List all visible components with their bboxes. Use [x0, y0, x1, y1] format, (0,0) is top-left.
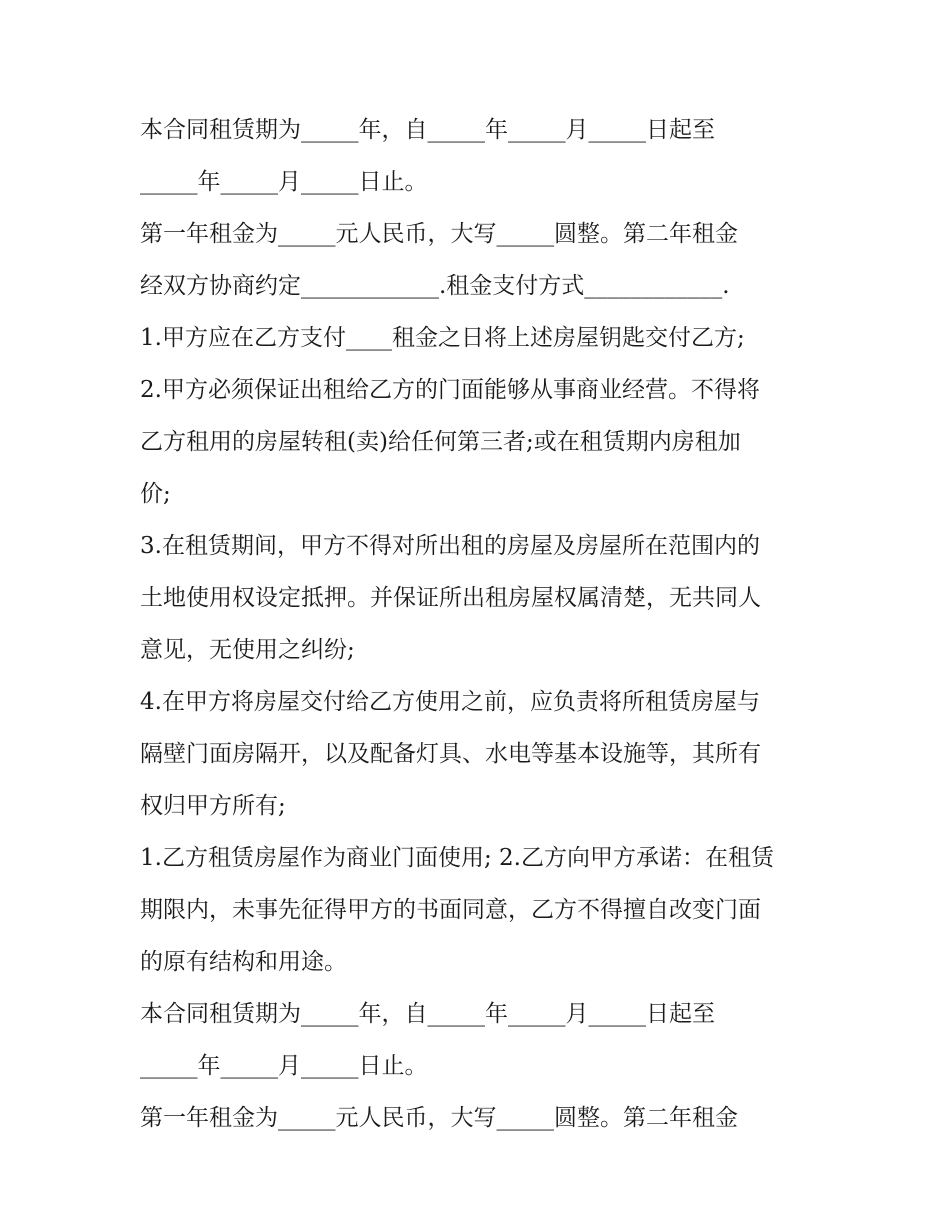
- text-line: 1.乙方租赁房屋作为商业门面使用; 2.乙方向甲方承诺：在租赁: [140, 845, 774, 871]
- text-line: 本合同租赁期为_____年，自_____年_____月_____日起至: [140, 1001, 715, 1027]
- text-line: 价;: [140, 481, 171, 507]
- text-line: 意见，无使用之纠纷;: [140, 637, 355, 663]
- text-line: 2.甲方必须保证出租给乙方的门面能够从事商业经营。不得将: [140, 377, 760, 403]
- text-line: 经双方协商约定____________.租金支付方式____________.: [140, 273, 730, 299]
- text-line: 的原有结构和用途。: [140, 949, 347, 975]
- text-line: _____年_____月_____日止。: [140, 1053, 428, 1079]
- document-page: [140, 104, 820, 1144]
- text-line: 权归甲方所有;: [140, 793, 286, 819]
- text-line: 隔壁门面房隔开，以及配备灯具、水电等基本设施等，其所有: [140, 741, 761, 767]
- text-line: 第一年租金为_____元人民币，大写_____圆整。第二年租金: [140, 1105, 738, 1131]
- text-line: 3.在租赁期间，甲方不得对所出租的房屋及房屋所在范围内的: [140, 533, 760, 559]
- text-line: 土地使用权设定抵押。并保证所出租房屋权属清楚，无共同人: [140, 585, 761, 611]
- text-line: 1.甲方应在乙方支付____租金之日将上述房屋钥匙交付乙方;: [140, 325, 745, 351]
- text-line: 乙方租用的房屋转租(卖)给任何第三者;或在租赁期内房租加: [140, 429, 741, 455]
- text-line: 4.在甲方将房屋交付给乙方使用之前，应负责将所租赁房屋与: [140, 689, 760, 715]
- text-line: 期限内，未事先征得甲方的书面同意，乙方不得擅自改变门面: [140, 897, 761, 923]
- text-line: 第一年租金为_____元人民币，大写_____圆整。第二年租金: [140, 221, 738, 247]
- text-line: _____年_____月_____日止。: [140, 169, 428, 195]
- text-line: 本合同租赁期为_____年，自_____年_____月_____日起至: [140, 117, 715, 143]
